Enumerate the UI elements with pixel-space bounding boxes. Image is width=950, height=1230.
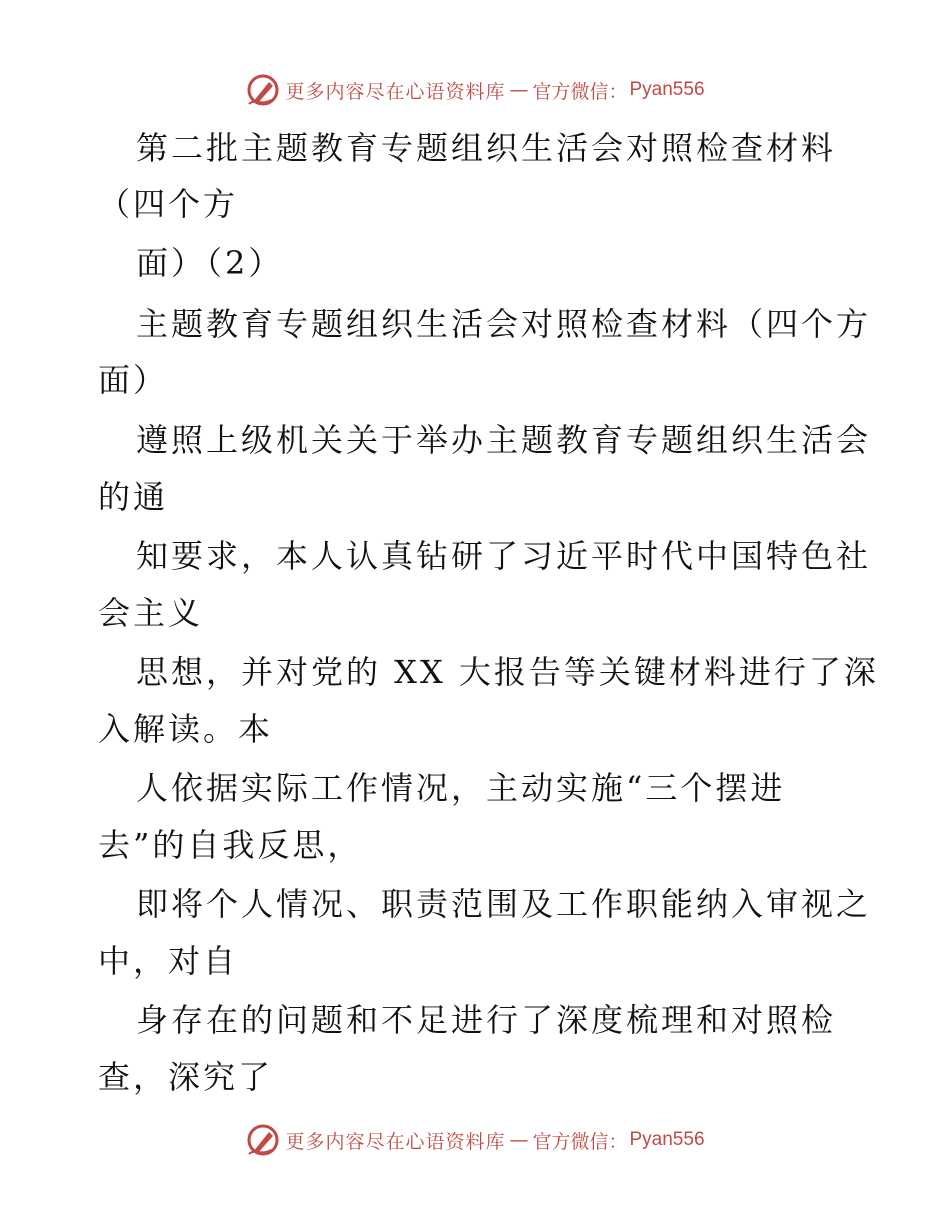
banner-label: 官方微信：: [532, 80, 628, 103]
banner-account: Pyan556: [629, 1129, 705, 1150]
header-banner: [0, 70, 950, 110]
banner-account: Pyan556: [629, 79, 705, 100]
text-line: 主题教育专题组织生活会对照检查材料（四个方: [136, 305, 872, 343]
text-line: 身存在的问题和不足进行了深度梳理和对照检: [136, 1001, 837, 1039]
text-line: 人依据实际工作情况，主动实施“三个摆进: [136, 769, 786, 807]
text-line: 第二批主题教育专题组织生活会对照检查材料: [136, 129, 837, 167]
banner-label: 官方微信：: [532, 1130, 628, 1153]
text-line: 会主义: [98, 594, 204, 632]
text-line: （四个方: [98, 185, 239, 223]
text-line: 面）: [98, 361, 169, 399]
text-line: 思想，并对党的 XX 大报告等关键材料进行了深: [136, 653, 879, 691]
banner-text: 更多内容尽在心语资料库: [285, 1130, 506, 1153]
text-line: 查，深究了: [98, 1058, 274, 1096]
text-line: 面）（2）: [136, 244, 284, 282]
text-line: 去”的自我反思，: [98, 826, 363, 864]
banner-separator: —: [509, 1129, 529, 1151]
footer-banner: [0, 1120, 950, 1160]
text-line: 入解读。本: [98, 710, 274, 748]
pen-logo-icon: [245, 1122, 281, 1158]
banner-text: 更多内容尽在心语资料库: [285, 80, 506, 103]
text-line: 知要求，本人认真钻研了习近平时代中国特色社: [136, 537, 872, 575]
text-line: 的通: [98, 478, 169, 516]
text-line: 中，对自: [98, 942, 239, 980]
text-line: 即将个人情况、职责范围及工作职能纳入审视之: [136, 885, 872, 923]
banner-separator: —: [509, 79, 529, 101]
text-line: 遵照上级机关关于举办主题教育专题组织生活会: [136, 421, 872, 459]
pen-logo-icon: [245, 72, 281, 108]
